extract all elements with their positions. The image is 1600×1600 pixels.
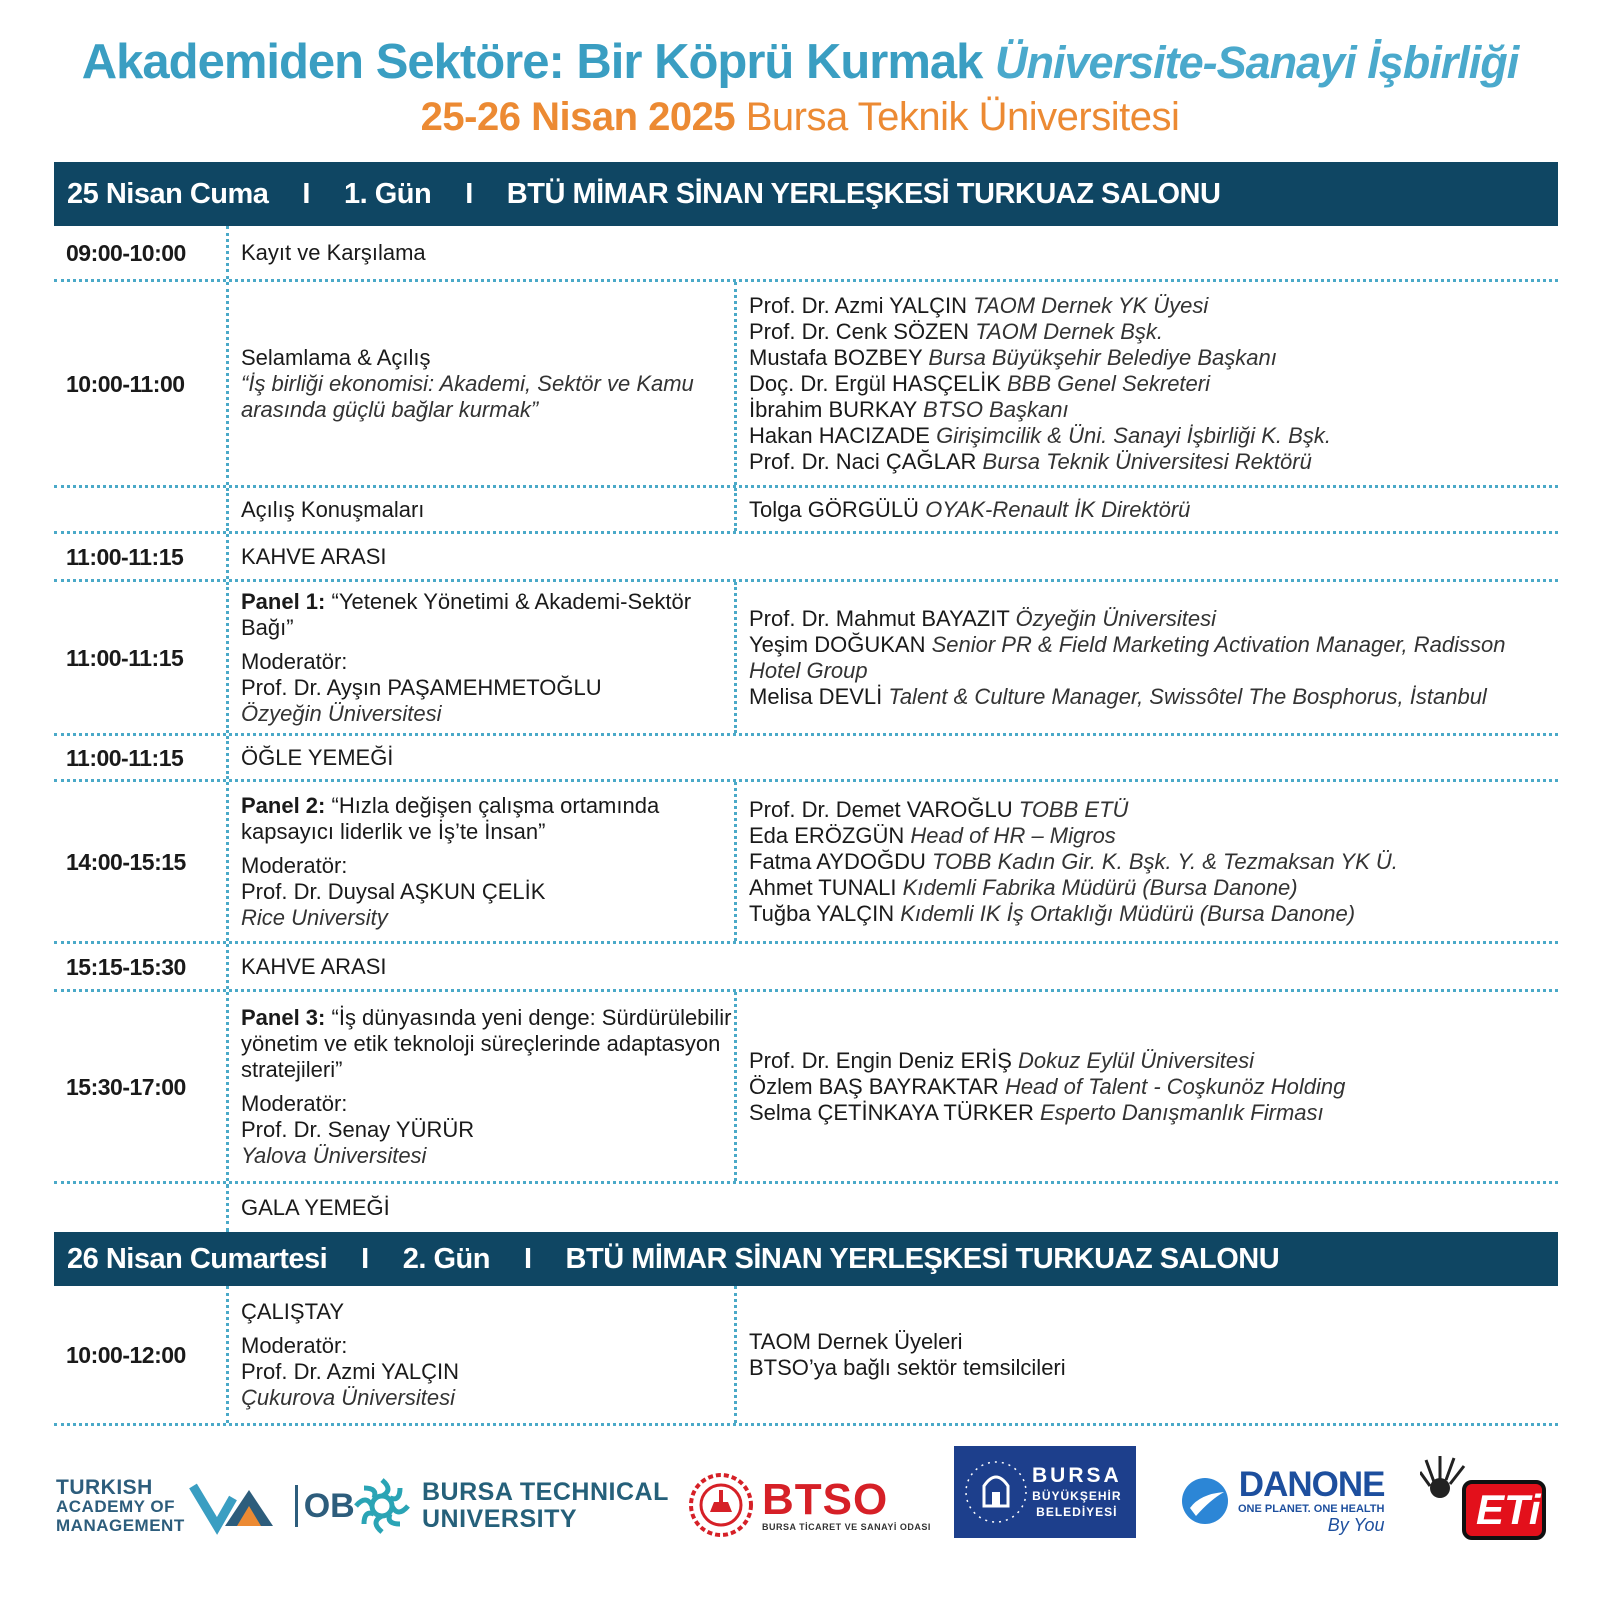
speaker-list [734, 582, 1558, 733]
tam-line3: MANAGEMENT [56, 1515, 185, 1535]
day1-sep2: I [465, 177, 473, 210]
speaker-name: İbrahim BURKAY [749, 396, 917, 422]
panel-title: “Yetenek Yönetimi & Akademi-Sektör Bağı” [241, 588, 692, 640]
sponsor-logos [0, 1440, 1600, 1570]
danone-sub: ONE PLANET. ONE HEALTH [1238, 1502, 1385, 1515]
row-time: 11:00-11:15 [66, 744, 184, 771]
eti-text: ETi [1476, 1486, 1541, 1533]
eti-logo [1420, 1452, 1550, 1548]
speaker-name: Tuğba YALÇIN [749, 900, 895, 926]
row-title: ÖĞLE YEMEĞİ [241, 744, 394, 770]
panel-label: Panel 1: [241, 588, 326, 614]
tam-line1: TURKISH [56, 1475, 153, 1499]
row-title: Selamlama & Açılış [241, 344, 431, 370]
row-title-cell [226, 1184, 1558, 1232]
bbb-emblem-icon [960, 1452, 1032, 1532]
speaker-name: Yeşim DOĞUKAN [749, 631, 926, 657]
speaker-name: Hakan HACIZADE [749, 422, 930, 448]
schedule-row-gala-dinner [54, 1184, 1558, 1232]
row-time: 15:30-17:00 [66, 1073, 186, 1100]
panel-label: Panel 2: [241, 792, 326, 818]
opening-quote: “İş birliği ekonomisi: Akademi, Sektör ve Kamu arasında güçlü bağlar kurmak” [241, 370, 694, 422]
row-title: KAHVE ARASI [241, 543, 387, 569]
day2-sep1: I [361, 1242, 369, 1275]
speaker-role: TOBB ETÜ [1018, 796, 1129, 822]
speaker [749, 293, 1558, 319]
btso-sub: BURSA TİCARET VE SANAYİ ODASI [762, 1522, 931, 1532]
speaker-role: Girişimcilik & Üni. Sanayi İşbirliği K. Bşk. [936, 422, 1331, 448]
schedule-row-opening-speeches [54, 488, 1558, 534]
schedule-row-panel-1 [54, 582, 1558, 736]
btso-wordmark [762, 1475, 931, 1532]
speaker-name: Prof. Dr. Demet VAROĞLU [749, 796, 1013, 822]
moderator-org: Özyeğin Üniversitesi [241, 700, 442, 726]
speaker-role: BBB Genel Sekreteri [1007, 370, 1210, 396]
moderator-name: Prof. Dr. Azmi YALÇIN [241, 1358, 460, 1384]
panel-title: “Hızla değişen çalışma ortamında kapsayıcı liderlik ve İş’te İnsan” [241, 792, 660, 844]
speaker-role: Esperto Danışmanlık Firması [1039, 1099, 1324, 1125]
tam-mark-icon [189, 1476, 289, 1536]
btu-logo [352, 1466, 669, 1546]
moderator-name: Prof. Dr. Ayşın PAŞAMEHMETOĞLU [241, 674, 602, 700]
speaker [749, 345, 1558, 371]
speaker-role: Senior PR & Field Marketing Activation Manager, Radisson Hotel Group [749, 631, 1506, 683]
speaker [749, 1100, 1558, 1126]
danone-globe-icon [1180, 1476, 1230, 1526]
panel-title: “İş dünyasında yeni denge: Sürdürülebilir yönetim ve etik teknoloji süreçlerinde adaptasyon stratejileri” [241, 1004, 732, 1082]
row-title-cell [226, 944, 1558, 989]
speaker-role: Kıdemli Fabrika Müdürü (Bursa Danone) [902, 874, 1298, 900]
btso-gear-icon [688, 1472, 754, 1538]
schedule-row-panel-2 [54, 782, 1558, 944]
speaker-name: Mustafa BOZBEY [749, 344, 923, 370]
speaker-role: Özyeğin Üniversitesi [1015, 605, 1217, 631]
row-title-cell [226, 282, 734, 485]
panel-label: Panel 3: [241, 1004, 326, 1030]
speaker-role: TAOM Dernek YK Üyesi [973, 292, 1209, 318]
day2-header-bar [54, 1232, 1558, 1286]
moderator-org: Çukurova Üniversitesi [241, 1384, 455, 1410]
bbb-logo [954, 1446, 1136, 1538]
day2-date: 26 Nisan Cumartesi [67, 1242, 328, 1275]
btu-line1: BURSA TECHNICAL [422, 1478, 669, 1506]
speaker-name: Eda ERÖZGÜN [749, 822, 905, 848]
speaker-name: Prof. Dr. Azmi YALÇIN [749, 292, 968, 318]
speaker [749, 1048, 1558, 1074]
speaker [749, 875, 1558, 901]
tam-logo-text [56, 1475, 185, 1535]
schedule-row-panel-3 [54, 992, 1558, 1184]
speaker-role: Head of Talent - Coşkunöz Holding [1004, 1073, 1346, 1099]
moderator-org: Rice University [241, 904, 388, 930]
speaker [749, 397, 1558, 423]
row-time: 10:00-12:00 [66, 1341, 186, 1368]
speaker-name: Prof. Dr. Naci ÇAĞLAR [749, 448, 977, 474]
row-title-cell [226, 226, 1558, 279]
page-header [0, 34, 1600, 141]
speaker-list [734, 992, 1558, 1181]
day1-date: 25 Nisan Cuma [67, 177, 269, 210]
speaker-role: TAOM Dernek Bşk. [975, 318, 1164, 344]
schedule-row-coffee-break [54, 534, 1558, 582]
speaker-role: TOBB Kadın Gir. K. Bşk. Y. & Tezmaksan YK Ü. [931, 848, 1398, 874]
speaker-role: Kıdemli IK İş Ortaklığı Müdürü (Bursa Danone) [900, 900, 1356, 926]
day2-label: 2. Gün [402, 1242, 490, 1275]
participant: BTSO’ya bağlı sektör temsilcileri [749, 1354, 1066, 1380]
panel-heading [241, 1005, 734, 1083]
schedule-row-opening [54, 282, 1558, 488]
speaker [749, 1074, 1558, 1100]
speaker [749, 449, 1558, 475]
panel-heading [241, 793, 734, 845]
speaker [749, 901, 1558, 927]
moderator-org: Yalova Üniversitesi [241, 1142, 427, 1168]
danone-wordmark [1238, 1464, 1385, 1536]
moderator-name: Prof. Dr. Duysal AŞKUN ÇELİK [241, 878, 546, 904]
event-place: Bursa Teknik Üniversitesi [745, 95, 1180, 139]
speaker-name: Prof. Dr. Engin Deniz ERİŞ [749, 1047, 1012, 1073]
moderator-label: Moderatör: [241, 1090, 348, 1116]
speaker-name: Melisa DEVLİ [749, 683, 883, 709]
btso-logo [688, 1462, 931, 1548]
event-title [0, 34, 1600, 91]
bbb-text [1032, 1464, 1122, 1520]
participant: TAOM Dernek Üyeleri [749, 1328, 963, 1354]
speaker-name: Fatma AYDOĞDU [749, 848, 926, 874]
moderator-label: Moderatör: [241, 648, 348, 674]
speaker-role: Bursa Büyükşehir Belediye Başkanı [928, 344, 1277, 370]
speaker-list [734, 282, 1558, 485]
day1-sep1: I [302, 177, 310, 210]
panel-heading [241, 589, 734, 641]
speaker-role: Bursa Teknik Üniversitesi Rektörü [982, 448, 1312, 474]
speaker-role: Talent & Culture Manager, Swissôtel The Bosphorus, İstanbul [888, 683, 1487, 709]
speaker-name: Ahmet TUNALI [749, 874, 897, 900]
panel-info [226, 992, 734, 1181]
speaker-name: Selma ÇETİNKAYA TÜRKER [749, 1099, 1034, 1125]
bbb-line3: BELEDİYESİ [1036, 1505, 1118, 1519]
row-title: Kayıt ve Karşılama [241, 239, 426, 265]
row-title-cell [226, 488, 734, 531]
row-time: 11:00-11:15 [66, 644, 184, 671]
day1-label: 1. Gün [343, 177, 432, 210]
speaker [749, 797, 1558, 823]
row-time-empty [54, 488, 226, 531]
row-time: 09:00-10:00 [66, 239, 186, 266]
schedule-row-coffee-break-2 [54, 944, 1558, 992]
day1-venue: BTÜ MİMAR SİNAN YERLEŞKESİ TURKUAZ SALONU [506, 177, 1221, 210]
row-time: 15:15-15:30 [66, 953, 186, 980]
event-date-line [0, 93, 1600, 141]
bbb-line2: BÜYÜKŞEHİR [1032, 1489, 1122, 1503]
schedule-row-lunch [54, 736, 1558, 782]
day1-header-bar [54, 162, 1558, 226]
speaker [749, 371, 1558, 397]
row-title: Açılış Konuşmaları [241, 496, 425, 522]
btu-logo-text [422, 1479, 669, 1533]
speaker-name: Özlem BAŞ BAYRAKTAR [749, 1073, 999, 1099]
event-date: 25-26 Nisan 2025 [420, 95, 736, 139]
speaker [749, 423, 1558, 449]
danone-by: By You [1327, 1514, 1385, 1535]
schedule-row-registration [54, 226, 1558, 282]
speaker-role: Head of HR – Migros [910, 822, 1116, 848]
btu-line2: UNIVERSITY [422, 1505, 578, 1533]
day2-sep2: I [523, 1242, 532, 1275]
moderator-label: Moderatör: [241, 852, 348, 878]
moderator-label: Moderatör: [241, 1332, 348, 1358]
workshop-info [226, 1286, 734, 1423]
btu-emblem-icon [352, 1476, 412, 1536]
speaker [749, 497, 1558, 523]
row-title: GALA YEMEĞİ [241, 1195, 390, 1220]
speaker [749, 684, 1558, 710]
tam-divider [295, 1485, 298, 1527]
speaker-role: OYAK-Renault İK Direktörü [925, 496, 1191, 522]
speaker [749, 823, 1558, 849]
day2-venue: BTÜ MİMAR SİNAN YERLEŞKESİ TURKUAZ SALONU [565, 1242, 1280, 1275]
bbb-line1: BURSA [1032, 1464, 1122, 1487]
participant-list [734, 1286, 1558, 1423]
speaker [749, 606, 1558, 632]
row-title: ÇALIŞTAY [241, 1298, 345, 1324]
speaker [749, 319, 1558, 345]
speaker [749, 632, 1558, 684]
row-title: KAHVE ARASI [241, 953, 387, 979]
row-time: 14:00-15:15 [66, 848, 186, 875]
panel-info [226, 782, 734, 941]
panel-info [226, 582, 734, 733]
speaker-list [734, 488, 1558, 531]
speaker-name: Tolga GÖRGÜLÜ [749, 496, 919, 522]
moderator-name: Prof. Dr. Senay YÜRÜR [241, 1116, 475, 1142]
speaker-name: Prof. Dr. Mahmut BAYAZIT [749, 605, 1010, 631]
tam-logo [56, 1466, 355, 1546]
row-title-cell [226, 736, 1558, 779]
tam-line2: ACADEMY OF [56, 1496, 175, 1516]
speaker-list [734, 782, 1558, 941]
schedule-row-workshop [54, 1286, 1558, 1426]
danone-logo [1180, 1458, 1384, 1544]
speaker-role: Dokuz Eylül Üniversitesi [1018, 1047, 1254, 1073]
speaker [749, 849, 1558, 875]
btso-text: BTSO [762, 1475, 889, 1524]
row-title-cell [226, 534, 1558, 579]
event-title-sub: Üniversite-Sanayi İşbirliği [995, 37, 1519, 88]
speaker-role: BTSO Başkanı [923, 396, 1069, 422]
tam-ob: OB [303, 1486, 355, 1525]
event-title-main: Akademiden Sektöre: Bir Köprü Kurmak [81, 35, 983, 89]
row-time: 10:00-11:00 [66, 370, 185, 397]
danone-text: DANONE [1238, 1464, 1385, 1504]
row-time-empty [54, 1184, 226, 1232]
row-time: 11:00-11:15 [66, 543, 184, 570]
speaker-name: Prof. Dr. Cenk SÖZEN [749, 318, 970, 344]
speaker-name: Doç. Dr. Ergül HASÇELİK [749, 370, 1001, 396]
